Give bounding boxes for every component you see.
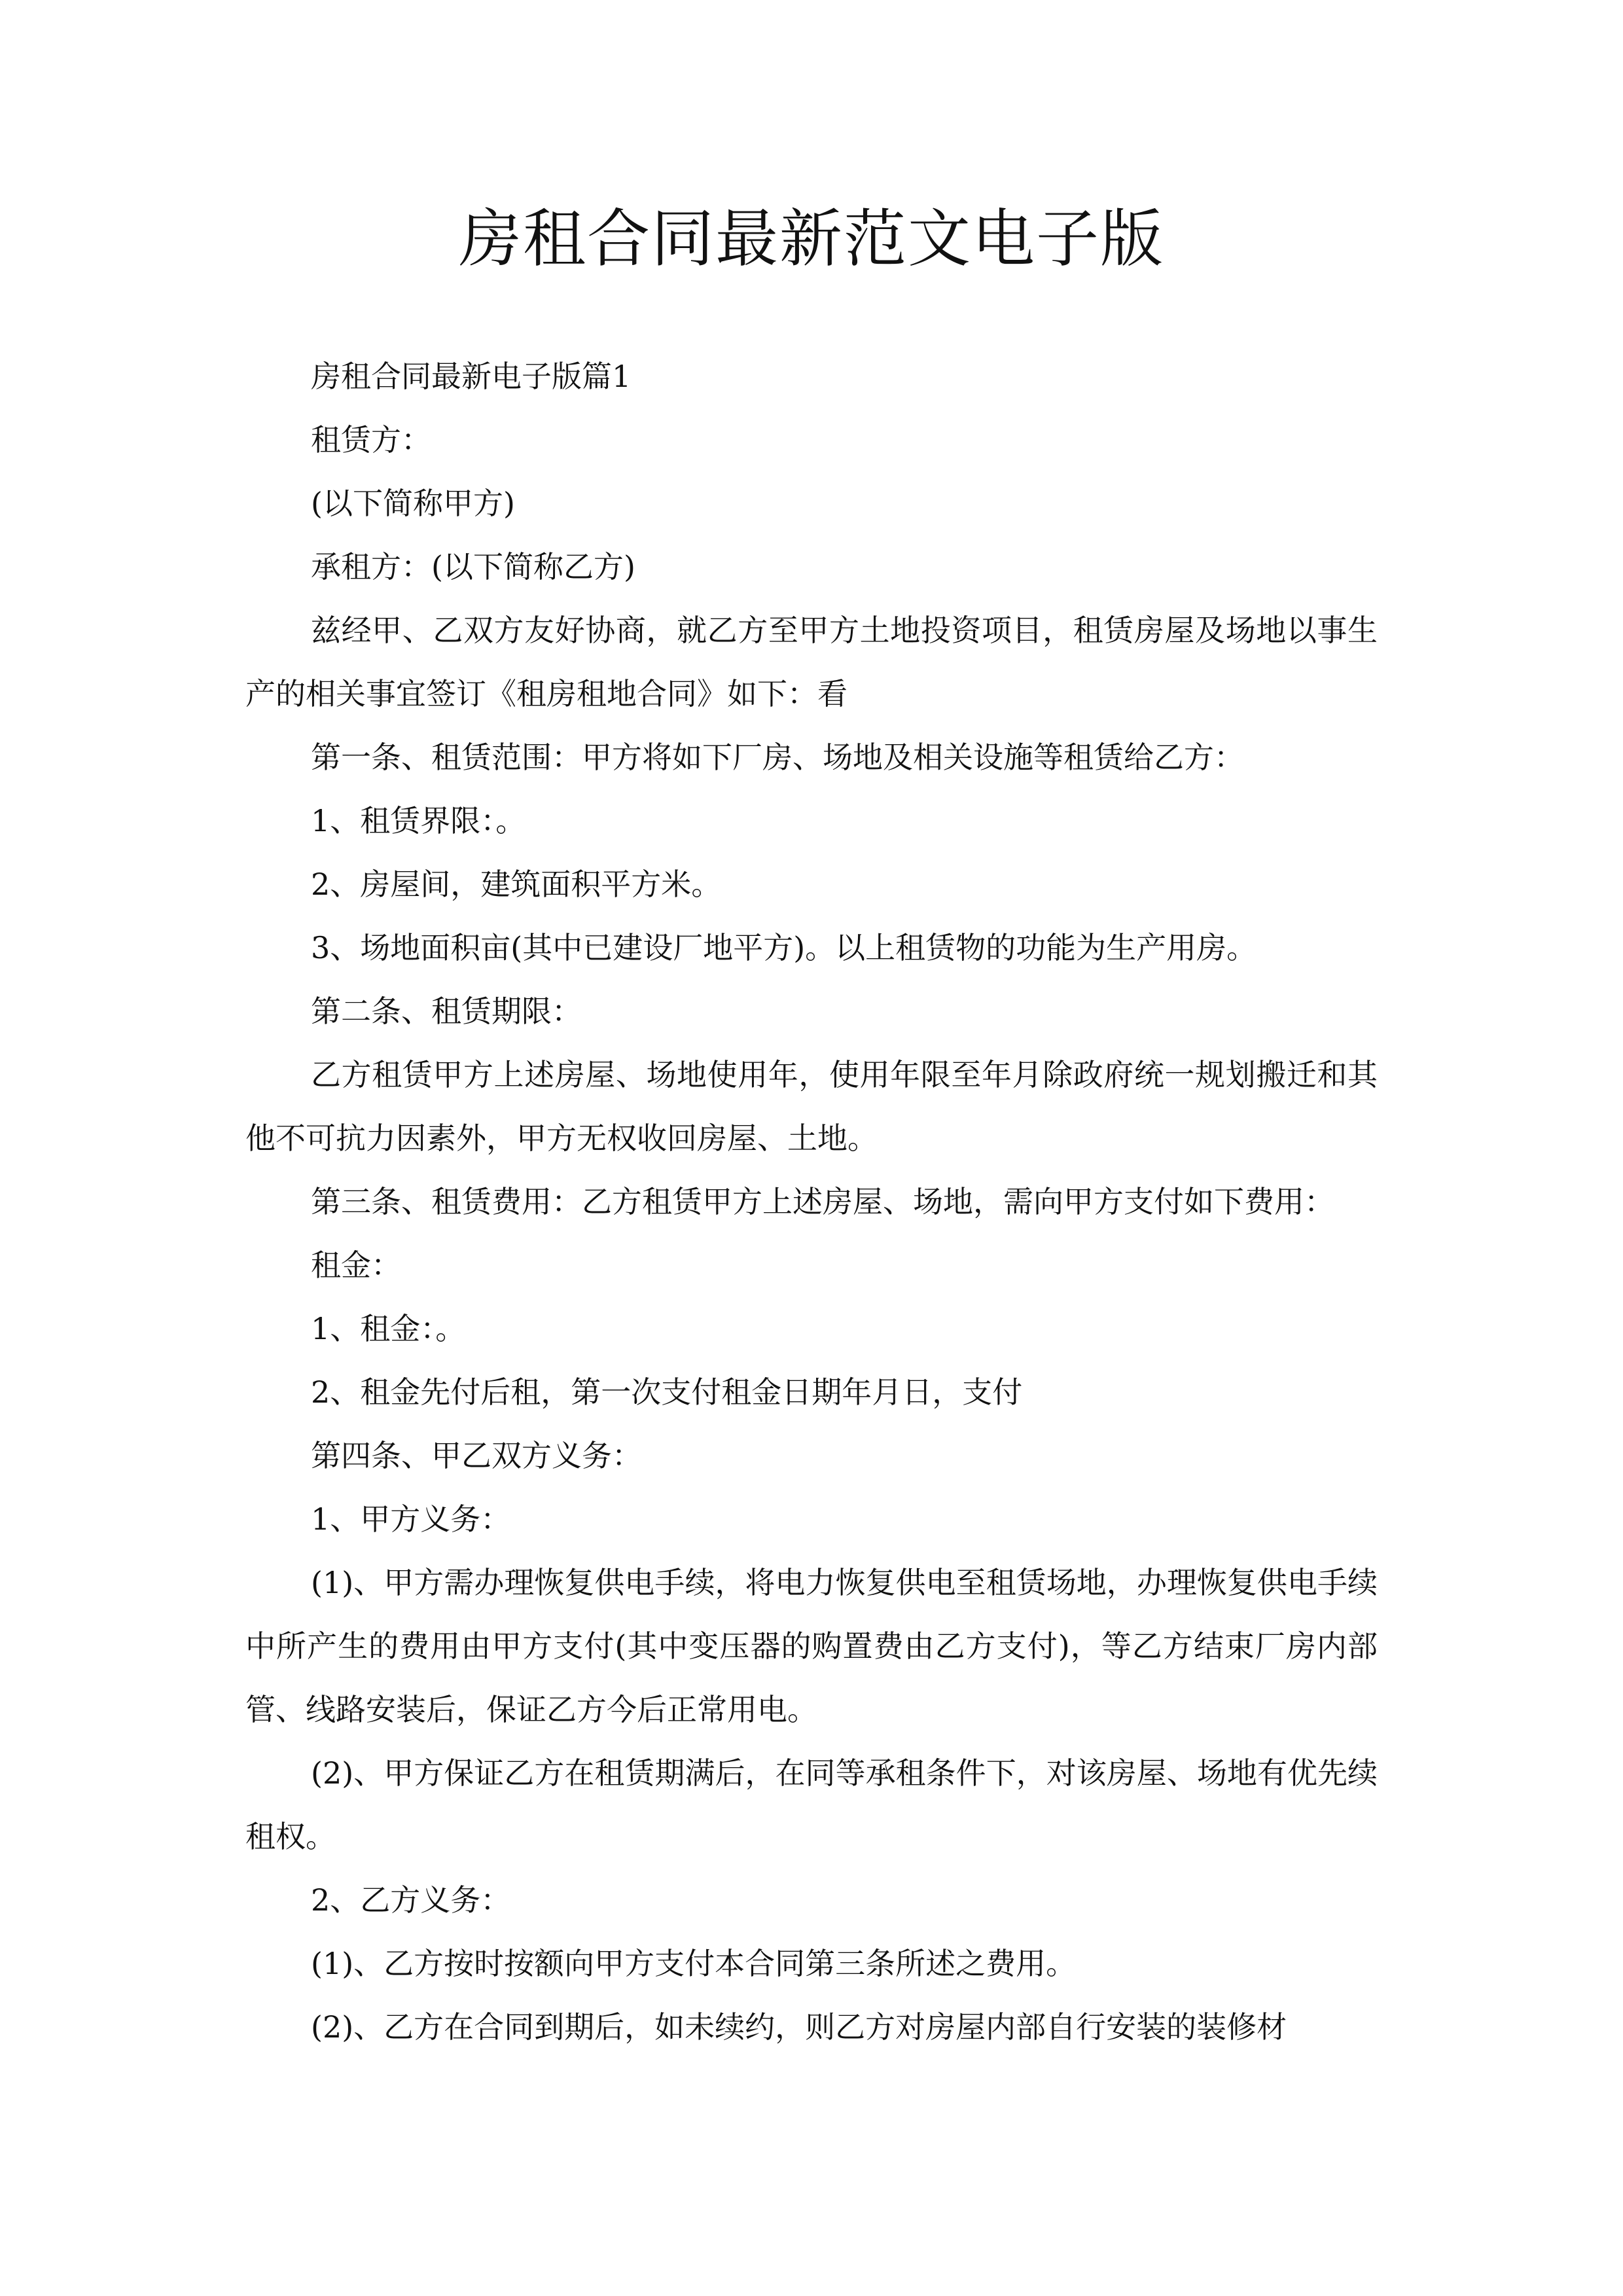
document-title: 房租合同最新范文电子版: [459, 202, 1164, 276]
paragraph: 第四条、甲乙双方义务：: [311, 1438, 642, 1473]
paragraph: 第三条、租赁费用：乙方租赁甲方上述房屋、场地，需向甲方支付如下费用：: [311, 1184, 1334, 1219]
paragraph: 第二条、租赁期限：: [311, 994, 582, 1029]
paragraph: 3、场地面积亩(其中已建设厂地平方)。以上租赁物的功能为生产用房。: [311, 930, 1257, 965]
paragraph: 租金：: [311, 1247, 401, 1283]
paragraph: (1)、甲方需办理恢复供电手续，将电力恢复供电至租赁场地，办理恢复供电手续中所产生的费用由甲方支付(其中变压器的购置费由乙方支付)，等乙方结束厂房内部管、线路安装后，保证乙方今后正常用电。: [245, 1565, 1378, 1727]
paragraph: 乙方租赁甲方上述房屋、场地使用年，使用年限至年月除政府统一规划搬迁和其他不可抗力因素外，甲方无权收回房屋、土地。: [245, 1057, 1378, 1156]
paragraph: 租赁方：: [311, 422, 431, 457]
paragraph: 1、租金：。: [311, 1311, 466, 1346]
paragraph: 2、乙方义务：: [311, 1882, 511, 1918]
paragraph: 承租方：(以下简称乙方): [311, 549, 635, 584]
document-body: [245, 345, 1378, 2059]
paragraph: (2)、甲方保证乙方在租赁期满后，在同等承租条件下，对该房屋、场地有优先续租权。: [245, 1755, 1378, 1854]
paragraph: (1)、乙方按时按额向甲方支付本合同第三条所述之费用。: [311, 1946, 1077, 1981]
paragraph: 第一条、租赁范围：甲方将如下厂房、场地及相关设施等租赁给乙方：: [311, 740, 1244, 775]
paragraph: 兹经甲、乙双方友好协商，就乙方至甲方土地投资项目，租赁房屋及场地以事生产的相关事宜签订《租房租地合同》如下：看: [245, 613, 1378, 711]
paragraph: 2、租金先付后租，第一次支付租金日期年月日，支付: [311, 1374, 1023, 1410]
paragraph: 1、甲方义务：: [311, 1501, 511, 1537]
paragraph: (以下简称甲方): [311, 486, 515, 521]
paragraph: 2、房屋间，建筑面积平方米。: [311, 867, 722, 902]
paragraph: 房租合同最新电子版篇1: [311, 359, 632, 394]
paragraph: (2)、乙方在合同到期后，如未续约，则乙方对房屋内部自行安装的装修材: [311, 2009, 1287, 2045]
paragraph: 1、租赁界限：。: [311, 803, 526, 838]
